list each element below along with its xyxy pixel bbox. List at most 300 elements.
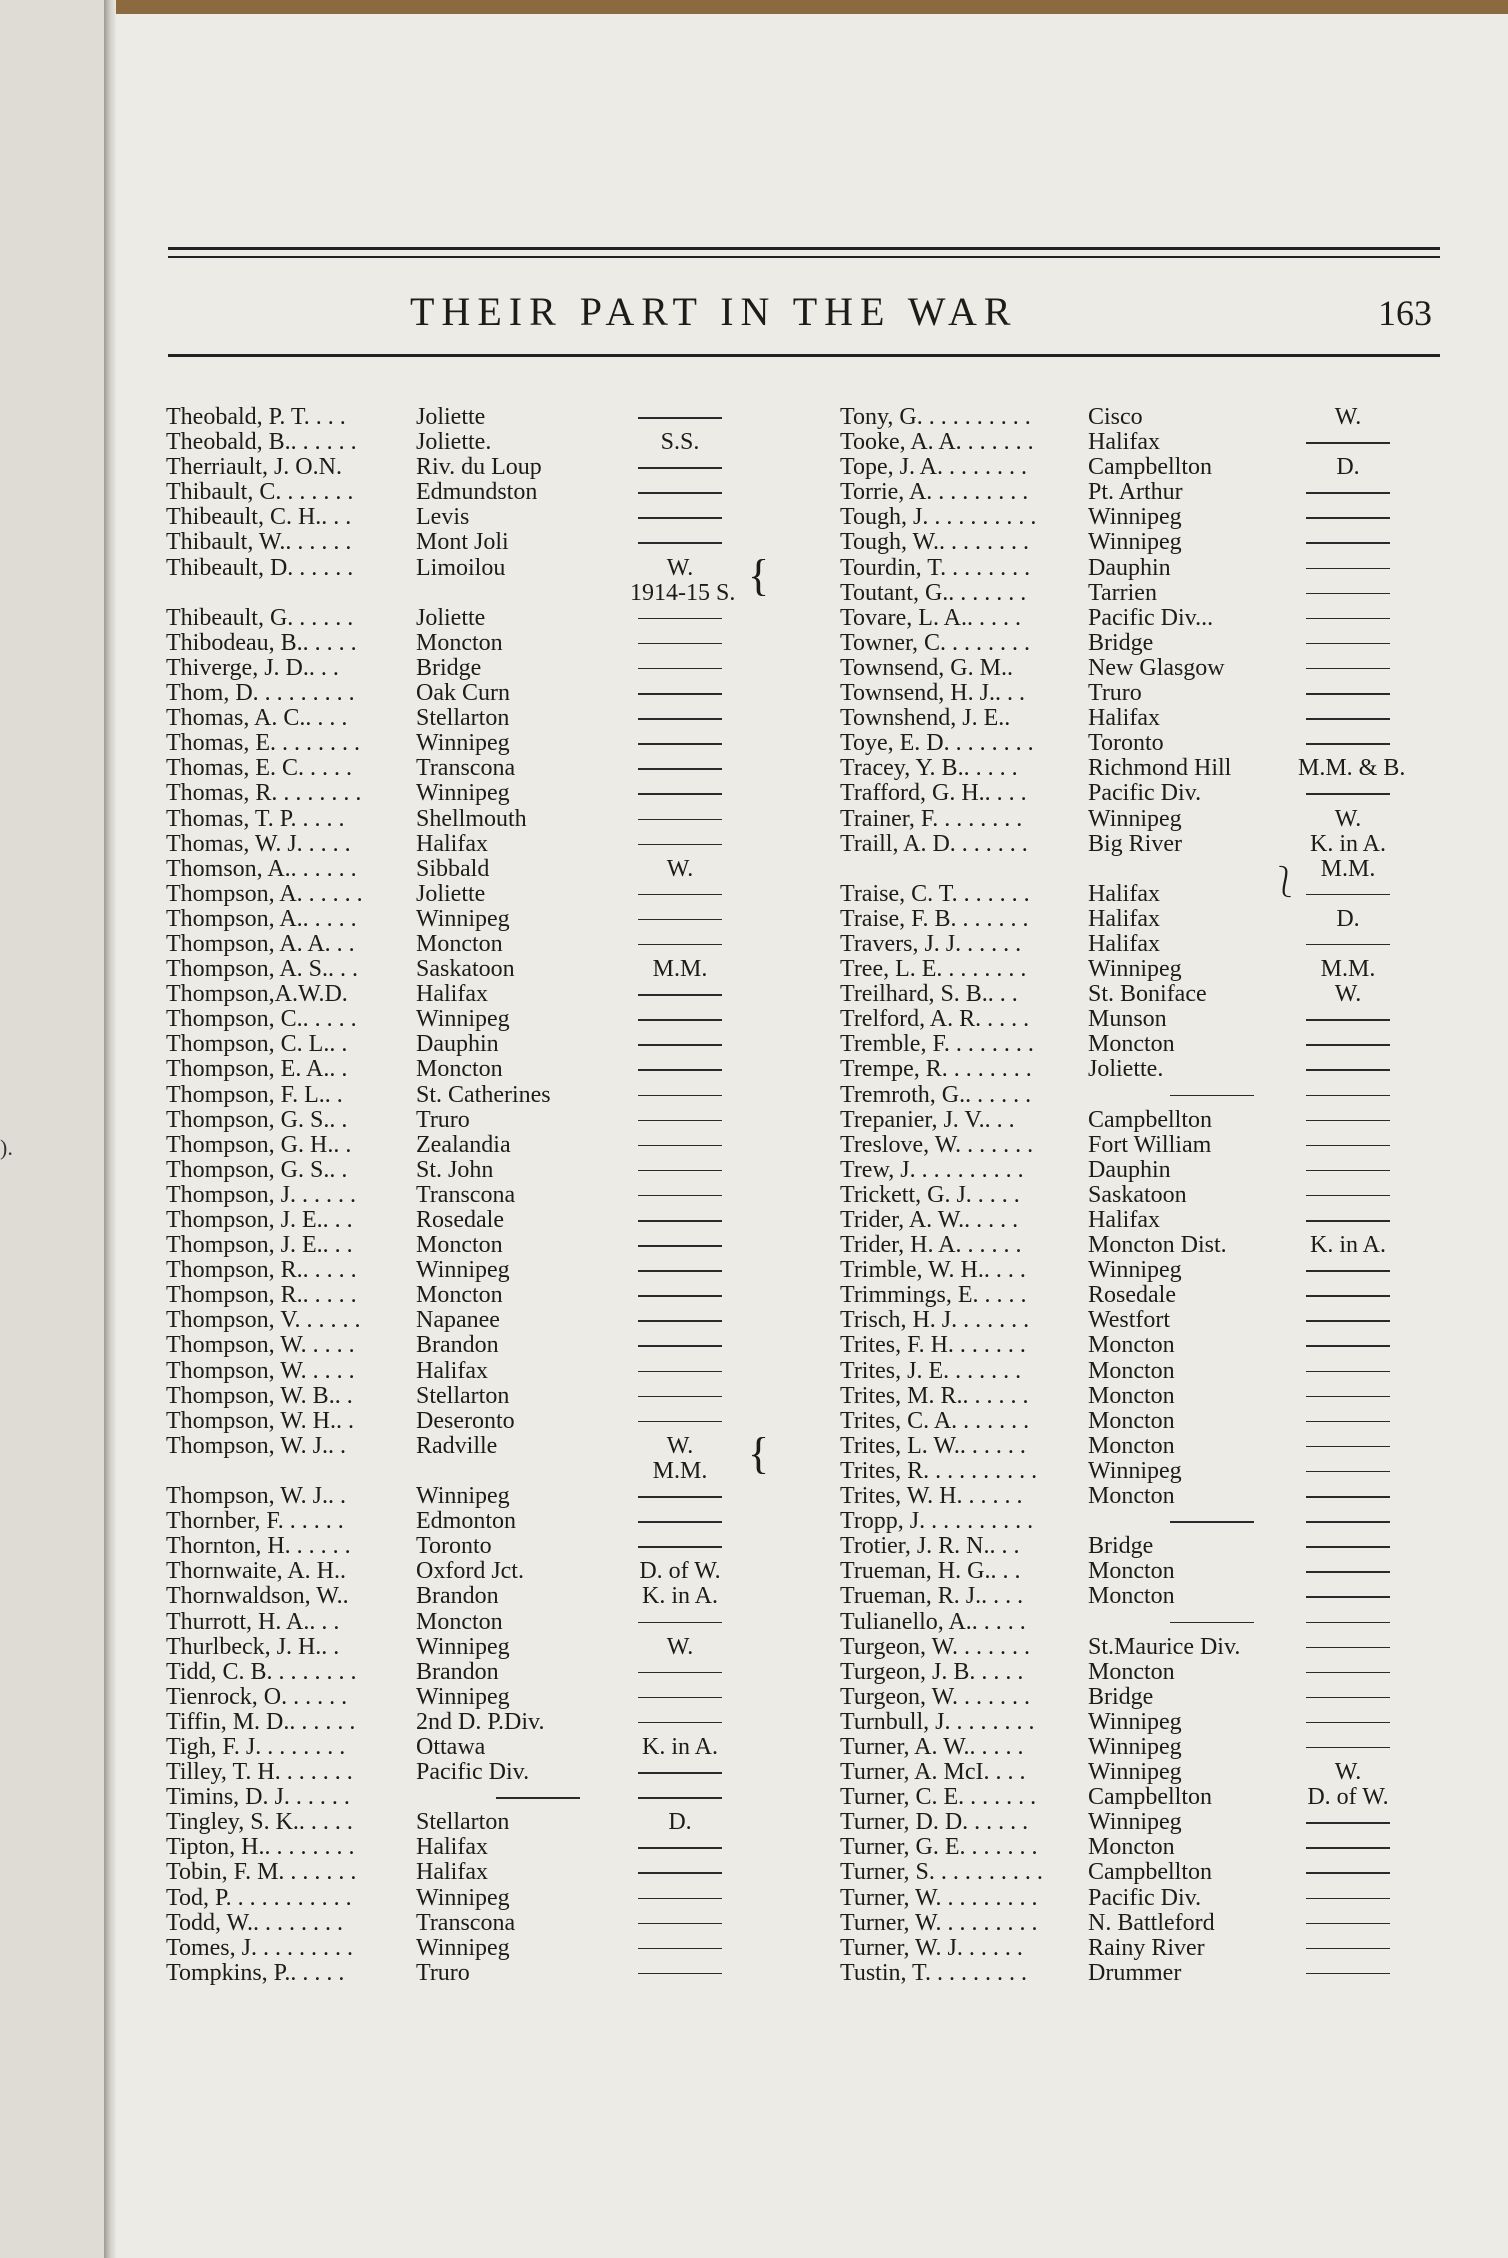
entry-name: Tienrock, O. . . . . . — [166, 1683, 348, 1710]
entry-status-blank — [1306, 618, 1390, 620]
entry-status-blank — [1306, 568, 1390, 570]
entry-name: Tustin, T. . . . . . . . . — [840, 1959, 1027, 1986]
entry-status-blank — [1306, 1421, 1390, 1423]
entry-status: M.M. — [652, 1457, 708, 1484]
entry-place: Truro — [416, 1106, 470, 1133]
entry-place: Saskatoon — [1088, 1181, 1187, 1208]
entry-name: Trites, L. W.. . . . . . — [840, 1432, 1026, 1459]
entry-name: Turgeon, J. B. . . . . — [840, 1658, 1024, 1685]
entry-name: Tingley, S. K.. . . . . — [166, 1809, 353, 1836]
entry-place: Pacific Div... — [1088, 604, 1214, 631]
entry-name: Thompson, J. E.. . . — [166, 1232, 353, 1259]
entry-status-blank — [1306, 1446, 1390, 1448]
entry-place: Halifax — [416, 1859, 488, 1886]
entry-status-blank — [638, 718, 722, 720]
entry-status: M.M. — [652, 956, 708, 983]
entry-place: Munson — [1088, 1006, 1167, 1033]
entry-name: Thompson, A.. . . . . — [166, 905, 357, 932]
entry-name: Tourdin, T. . . . . . . . — [840, 554, 1031, 581]
entry-status-blank — [1306, 1170, 1390, 1172]
entry-status-blank — [638, 1722, 722, 1724]
entry-status-blank — [1306, 1571, 1390, 1573]
entry-status-blank — [1306, 1270, 1390, 1272]
entry-place: Halifax — [416, 1834, 488, 1861]
entry-status-blank — [638, 1973, 722, 1975]
entry-status-blank — [638, 1521, 722, 1523]
facing-page-mark: ). — [0, 1135, 13, 1160]
entry-name: Thibault, C. . . . . . . — [166, 479, 354, 506]
entry-place: Moncton — [1088, 1658, 1175, 1685]
entry-name: Tobin, F. M. . . . . . . — [166, 1859, 357, 1886]
entry-status-blank — [638, 1044, 722, 1046]
entry-place: Pt. Arthur — [1088, 479, 1183, 506]
facing-page — [0, 0, 110, 2258]
entry-name: Thompson, F. L.. . — [166, 1081, 343, 1108]
entry-place: Fort William — [1088, 1131, 1212, 1158]
entry-status-blank — [638, 894, 722, 896]
entry-place: Joliette. — [416, 429, 492, 456]
entry-status: W. — [1334, 404, 1362, 430]
entry-status-blank — [1306, 1371, 1390, 1373]
entry-place: Winnipeg — [1088, 1733, 1182, 1760]
entry-status: K. in A. — [641, 1733, 718, 1760]
entry-name: Trainer, F. . . . . . . . — [840, 805, 1023, 832]
entry-place: Campbellton — [1088, 1859, 1212, 1886]
running-title: THEIR PART IN THE WAR — [410, 289, 1018, 334]
entry-place: Winnipeg — [1088, 1257, 1182, 1284]
entry-name: Trider, H. A. . . . . . — [840, 1232, 1022, 1259]
entry-place: Joliette — [416, 604, 486, 631]
entry-status: D. — [1336, 454, 1360, 481]
entry-status-blank — [638, 819, 722, 821]
entry-name: Thibault, W.. . . . . . — [166, 529, 352, 556]
entry-name: Thibeault, G. . . . . . — [166, 604, 354, 631]
entry-place: Halifax — [1088, 705, 1160, 732]
entry-place: Brandon — [416, 1332, 499, 1359]
entry-status-blank — [1306, 743, 1390, 745]
entry-status-blank — [1306, 668, 1390, 670]
entry-status-blank — [1306, 1546, 1390, 1548]
entry-place: Pacific Div. — [1088, 780, 1202, 807]
entry-name: Tough, J. . . . . . . . . . — [840, 504, 1037, 531]
entry-place-blank — [1170, 1622, 1254, 1624]
entry-status-blank — [638, 643, 722, 645]
entry-place: Toronto — [416, 1533, 492, 1560]
entry-name: Tulianello, A.. . . . . — [840, 1608, 1026, 1635]
entry-status-blank — [1306, 1521, 1390, 1523]
entry-name: Trites, F. H. . . . . . . — [840, 1332, 1026, 1359]
entry-place: Moncton — [1088, 1834, 1175, 1861]
entry-place: Winnipeg — [416, 905, 510, 932]
entry-name: Thompson, A. . . . . . — [166, 880, 363, 907]
entry-status: D. of W. — [639, 1558, 721, 1585]
entry-place: Oak Curn — [416, 680, 510, 707]
entry-place: Edmonton — [416, 1508, 516, 1535]
entry-place: 2nd D. P.Div. — [416, 1708, 545, 1735]
entry-name: Trites, R. . . . . . . . . . — [840, 1457, 1038, 1484]
entry-status-blank — [1306, 1872, 1390, 1874]
entry-name: Tod, P. . . . . . . . . . . — [166, 1884, 352, 1911]
entry-place: Moncton — [1088, 1382, 1175, 1409]
entry-place: Ottawa — [416, 1733, 486, 1760]
entry-place: Brandon — [416, 1583, 499, 1610]
entry-place: Moncton — [416, 1608, 503, 1635]
entry-place: N. Battleford — [1088, 1909, 1215, 1936]
entry-status-blank — [638, 1095, 722, 1097]
entry-place: St. John — [416, 1156, 494, 1183]
entry-place: Drummer — [1088, 1959, 1182, 1986]
entry-status-blank — [1306, 1596, 1390, 1598]
entry-status-blank — [638, 1697, 722, 1699]
entry-place: Campbellton — [1088, 454, 1212, 481]
entry-name: Thomas, E. C. . . . . — [166, 755, 352, 782]
entry-place: St.Maurice Div. — [1088, 1633, 1241, 1660]
entry-place: Halifax — [1088, 880, 1160, 907]
entry-status-blank — [638, 994, 722, 996]
entry-name: Turner, A. McI. . . . — [840, 1759, 1026, 1786]
entry-status-blank — [1306, 1847, 1390, 1849]
entry-name: Thornwaite, A. H.. — [166, 1558, 346, 1585]
entry-place: Joliette — [416, 880, 486, 907]
entry-status: W. — [666, 1633, 694, 1660]
entry-status-blank — [1306, 1345, 1390, 1347]
entry-place: Bridge — [1088, 1533, 1154, 1560]
entry-name: Trempe, R. . . . . . . . — [840, 1056, 1032, 1083]
entry-name: Trickett, G. J. . . . . — [840, 1181, 1020, 1208]
entry-status-blank — [1306, 944, 1390, 946]
entry-place: St. Boniface — [1088, 981, 1207, 1008]
entry-place: Brandon — [416, 1658, 499, 1685]
entry-name: Travers, J. J. . . . . . — [840, 930, 1022, 957]
entry-place: Winnipeg — [1088, 805, 1182, 832]
entry-name: Towner, C. . . . . . . . — [840, 629, 1031, 656]
entry-name: Thompson, W. J.. . — [166, 1483, 347, 1510]
entry-status-blank — [1306, 593, 1390, 595]
entry-name: Trider, A. W.. . . . . — [840, 1207, 1019, 1233]
entry-status: K. in A. — [641, 1583, 718, 1610]
entry-status-blank — [1306, 1923, 1390, 1925]
entry-place: Deseronto — [416, 1407, 515, 1434]
entry-place: New Glasgow — [1088, 654, 1225, 681]
entry-place: Cisco — [1088, 404, 1143, 430]
entry-name: Thomson, A.. . . . . . — [166, 855, 357, 882]
page-number: 163 — [1378, 293, 1432, 333]
entry-name: Townsend, G. M.. — [840, 654, 1013, 681]
entry-name: Thompson, G. S.. . — [166, 1156, 348, 1183]
header-rule-top-thin — [168, 256, 1440, 258]
entry-status: D. — [668, 1809, 692, 1836]
entry-name: Trites, C. A. . . . . . . — [840, 1407, 1030, 1434]
entry-status-blank — [638, 768, 722, 770]
entry-name: Turner, G. E. . . . . . . — [840, 1834, 1038, 1861]
entry-name: Thomas, E. . . . . . . . — [166, 730, 360, 757]
entry-name: Thomas, T. P. . . . . — [166, 805, 345, 832]
entry-status-blank — [1306, 1019, 1390, 1021]
entry-status: W. — [666, 554, 694, 581]
status-brace: ⎱ — [1270, 865, 1300, 899]
entry-status-blank — [638, 618, 722, 620]
entry-place: Moncton — [416, 1232, 503, 1259]
entry-status-blank — [638, 793, 722, 795]
entry-status-blank — [1306, 1722, 1390, 1724]
entry-name: Thomas, W. J. . . . . — [166, 830, 351, 857]
entry-name: Tropp, J. . . . . . . . . . — [840, 1508, 1034, 1535]
entry-place: Moncton — [416, 930, 503, 957]
entry-name: Tovare, L. A.. . . . . — [840, 604, 1021, 631]
entry-place: Winnipeg — [416, 1257, 510, 1284]
entry-place: Moncton — [1088, 1031, 1175, 1058]
entry-name: Trimble, W. H.. . . . — [840, 1257, 1026, 1284]
entry-place: Truro — [1088, 680, 1142, 707]
entry-name: Tremroth, G.. . . . . . — [840, 1081, 1032, 1108]
entry-name: Thomas, R. . . . . . . . — [166, 780, 362, 807]
entry-place-blank — [496, 1797, 580, 1799]
entry-name: Tigh, F. J. . . . . . . . — [166, 1733, 346, 1760]
entry-name: Thompson, V. . . . . . — [166, 1307, 361, 1334]
entry-status: M.M. — [1320, 855, 1376, 882]
entry-place: Moncton — [1088, 1583, 1175, 1610]
entry-place: Halifax — [416, 1357, 488, 1384]
entry-place: Riv. du Loup — [416, 454, 542, 481]
entry-name: Turner, W. . . . . . . . . — [840, 1884, 1038, 1911]
entry-status-blank — [638, 1270, 722, 1272]
entry-name: Tidd, C. B. . . . . . . . — [166, 1658, 357, 1685]
entry-name: Tony, G. . . . . . . . . . — [840, 404, 1031, 430]
entry-status: W. — [666, 1432, 694, 1459]
entry-name: Thibeault, D. . . . . . — [166, 554, 354, 581]
entry-name: Thibodeau, B.. . . . . — [166, 629, 357, 656]
entry-name: Trites, J. E. . . . . . . — [840, 1357, 1022, 1384]
entry-status-blank — [638, 1245, 722, 1247]
entry-place: Winnipeg — [1088, 1759, 1182, 1786]
entry-place: Stellarton — [416, 705, 510, 732]
entry-name: Thom, D. . . . . . . . . — [166, 680, 355, 707]
entry-place: Dauphin — [1088, 1156, 1171, 1183]
entry-status-blank — [638, 1898, 722, 1900]
entry-place: Winnipeg — [1088, 529, 1182, 556]
entry-place: Halifax — [416, 830, 488, 857]
entry-place: Winnipeg — [1088, 1708, 1182, 1735]
entry-place: Halifax — [416, 981, 488, 1008]
entry-status: W. — [1334, 1759, 1362, 1786]
entry-status-blank — [638, 1371, 722, 1373]
entry-status-blank — [638, 919, 722, 921]
entry-place-blank — [1170, 1095, 1254, 1097]
entry-place: Napanee — [416, 1307, 500, 1334]
entry-name: Thompson, R.. . . . . — [166, 1282, 357, 1309]
entry-status-blank — [1306, 1195, 1390, 1197]
entry-status-blank — [1306, 1747, 1390, 1749]
entry-place: Joliette. — [1088, 1056, 1164, 1083]
entry-name: Toye, E. D. . . . . . . . — [840, 730, 1034, 757]
entry-status-blank — [1306, 1822, 1390, 1824]
entry-name: Thompson, G. H.. . — [166, 1131, 352, 1158]
entry-status: S.S. — [660, 429, 700, 456]
entry-status-blank — [638, 668, 722, 670]
entry-status-blank — [638, 1797, 722, 1799]
entry-name: Turner, W. J. . . . . . — [840, 1934, 1023, 1961]
entry-status-blank — [1306, 1697, 1390, 1699]
entry-status: D. of W. — [1307, 1784, 1389, 1811]
entry-name: Thompson, W. H.. . — [166, 1407, 355, 1434]
entry-name: Turgeon, W. . . . . . . — [840, 1633, 1031, 1660]
entry-place: Rainy River — [1088, 1934, 1205, 1961]
entry-name: Thornber, F. . . . . . — [166, 1508, 344, 1535]
entry-place: Moncton — [1088, 1558, 1175, 1585]
entry-name: Tremble, F. . . . . . . . — [840, 1031, 1034, 1058]
entry-status-blank — [638, 1872, 722, 1874]
entry-place: St. Catherines — [416, 1081, 551, 1108]
entry-place: Winnipeg — [416, 730, 510, 757]
entry-name: Thompson, J. E.. . . — [166, 1207, 353, 1233]
entry-name: Townsend, H. J.. . . — [840, 680, 1025, 707]
entry-status-blank — [638, 1948, 722, 1950]
entry-status-blank — [638, 1772, 722, 1774]
entry-name: Toutant, G.. . . . . . . — [840, 579, 1027, 606]
entry-status-blank — [638, 1170, 722, 1172]
entry-name: Todd, W.. . . . . . . . — [166, 1909, 343, 1936]
entry-name: Thurrott, H. A.. . . — [166, 1608, 340, 1635]
entry-name: Thompson, A. A. . . — [166, 930, 355, 957]
entry-status-blank — [1306, 1471, 1390, 1473]
entry-status-blank — [1306, 492, 1390, 494]
entry-place: Transcona — [416, 1181, 516, 1208]
entry-name: Therriault, J. O.N. — [166, 454, 342, 481]
entry-status-blank — [1306, 1295, 1390, 1297]
entry-status: W. — [1334, 981, 1362, 1008]
entry-place: Moncton — [1088, 1407, 1175, 1434]
entry-status-blank — [1306, 1496, 1390, 1498]
entry-status-blank — [638, 1923, 722, 1925]
entry-status-blank — [638, 1396, 722, 1398]
entry-status-blank — [638, 542, 722, 544]
entry-place: Moncton — [1088, 1357, 1175, 1384]
entry-place: Truro — [416, 1959, 470, 1986]
entry-name: Treilhard, S. B.. . . — [840, 981, 1018, 1008]
entry-place: Winnipeg — [416, 780, 510, 807]
entry-place: Sibbald — [416, 855, 490, 882]
entry-name: Thompson, G. S.. . — [166, 1106, 348, 1133]
entry-name: Thompson,A.W.D. — [166, 981, 348, 1008]
entry-name: Thompson, E. A.. . — [166, 1056, 348, 1083]
entry-name: Turner, D. D. . . . . . — [840, 1809, 1029, 1836]
entry-status-blank — [638, 1069, 722, 1071]
entry-name: Trueman, H. G.. . . — [840, 1558, 1021, 1585]
entry-status-blank — [638, 1145, 722, 1147]
entry-status-blank — [638, 1672, 722, 1674]
entry-status-blank — [638, 1019, 722, 1021]
entry-name: Thompson, C.. . . . . — [166, 1006, 357, 1033]
entry-place: Winnipeg — [416, 1934, 510, 1961]
entry-name: Townshend, J. E.. — [840, 705, 1011, 732]
entry-status-blank — [638, 743, 722, 745]
entry-place: Moncton Dist. — [1088, 1232, 1227, 1259]
entry-status-blank — [1306, 542, 1390, 544]
entry-place: Zealandia — [416, 1131, 511, 1158]
entry-place: Moncton — [1088, 1332, 1175, 1359]
entry-name: Traise, F. B. . . . . . . — [840, 905, 1029, 932]
entry-status-blank — [638, 1622, 722, 1624]
entry-place: Levis — [416, 504, 470, 531]
entry-status-blank — [638, 467, 722, 469]
entry-name: Traill, A. D. . . . . . . — [840, 830, 1028, 857]
entry-name: Thompson, W. B.. . — [166, 1382, 353, 1409]
entry-name: Tough, W.. . . . . . . . — [840, 529, 1029, 556]
entry-place: Dauphin — [416, 1031, 499, 1058]
entry-name: Trafford, G. H.. . . . — [840, 780, 1027, 807]
entry-name: Thomas, A. C.. . . . — [166, 705, 348, 732]
entry-place: Winnipeg — [1088, 956, 1182, 983]
entry-status-blank — [1306, 517, 1390, 519]
entry-status: W. — [1334, 805, 1362, 832]
entry-name: Traise, C. T. . . . . . . — [840, 880, 1030, 907]
entry-status-blank — [638, 1220, 722, 1222]
entry-name: Tree, L. E. . . . . . . . — [840, 956, 1027, 983]
entry-place-blank — [1170, 1521, 1254, 1523]
entry-place: Radville — [416, 1432, 498, 1459]
entry-name: Thompson, A. S.. . . — [166, 956, 359, 983]
entry-status-blank — [1306, 442, 1390, 444]
entry-name: Thompson, C. L.. . — [166, 1031, 348, 1058]
entry-name: Trisch, H. J. . . . . . . — [840, 1307, 1030, 1334]
entry-status-blank — [1306, 1396, 1390, 1398]
entry-name: Turner, W. . . . . . . . . — [840, 1909, 1038, 1936]
entry-place: Rosedale — [1088, 1282, 1176, 1309]
entry-place: Moncton — [1088, 1432, 1175, 1459]
entry-place: Limoilou — [416, 554, 506, 581]
entry-name: Theobald, B.. . . . . . — [166, 429, 357, 456]
entry-name: Torrie, A. . . . . . . . . — [840, 479, 1029, 506]
entry-status-blank — [638, 1120, 722, 1122]
entry-place: Halifax — [1088, 1207, 1160, 1233]
entry-place: Moncton — [416, 1282, 503, 1309]
entry-place: Halifax — [1088, 429, 1160, 456]
status-brace: { — [748, 550, 770, 600]
entry-name: Theobald, P. T. . . . — [166, 404, 346, 430]
entry-name: Treslove, W. . . . . . . — [840, 1131, 1034, 1158]
entry-status-blank — [638, 1345, 722, 1347]
entry-place: Transcona — [416, 755, 516, 782]
entry-name: Trites, W. H. . . . . . — [840, 1483, 1023, 1510]
entry-place: Tarrien — [1088, 579, 1157, 606]
entry-name: Thornton, H. . . . . . — [166, 1533, 351, 1560]
entry-name: Tilley, T. H. . . . . . . — [166, 1759, 353, 1786]
entry-status-blank — [1306, 1145, 1390, 1147]
entry-status: K. in A. — [1309, 830, 1386, 857]
entry-place: Edmundston — [416, 479, 538, 506]
entry-name: Tompkins, P.. . . . . — [166, 1959, 345, 1986]
entry-place: Bridge — [1088, 629, 1154, 656]
entry-status-blank — [1306, 1647, 1390, 1649]
entry-place: Winnipeg — [416, 1483, 510, 1510]
entry-name: Turner, S. . . . . . . . . . — [840, 1859, 1043, 1886]
entry-status-blank — [638, 492, 722, 494]
entry-place: Winnipeg — [416, 1884, 510, 1911]
entry-name: Thompson, W. . . . . — [166, 1357, 355, 1384]
entry-place: Oxford Jct. — [416, 1558, 524, 1585]
entry-name: Thompson, W. . . . . — [166, 1332, 355, 1359]
entry-place: Winnipeg — [1088, 1457, 1182, 1484]
entry-status: M.M. & B. — [1298, 755, 1406, 782]
entry-place: Pacific Div. — [1088, 1884, 1202, 1911]
entry-status-blank — [1306, 894, 1390, 896]
entry-place: Shellmouth — [416, 805, 527, 832]
entry-place: Moncton — [1088, 1483, 1175, 1510]
entry-place: Mont Joli — [416, 529, 509, 556]
entry-place: Westfort — [1088, 1307, 1171, 1334]
entry-place: Dauphin — [1088, 554, 1171, 581]
entry-place: Bridge — [416, 654, 482, 681]
